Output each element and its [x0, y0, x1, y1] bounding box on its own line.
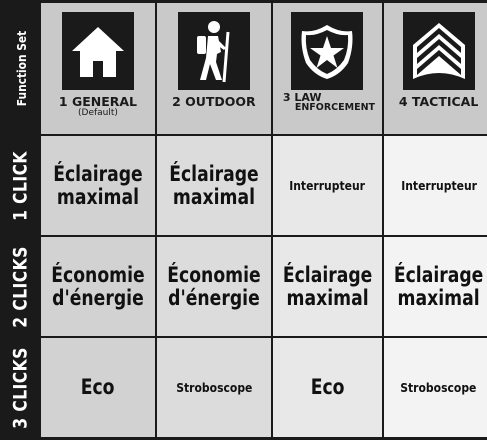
three-clicks-tactical-cell	[384, 338, 487, 437]
police-badge-icon	[291, 12, 363, 90]
one-click-law-cell	[273, 136, 382, 235]
one-click-general-cell	[41, 136, 155, 235]
three-clicks-label: 3 CLICKS	[10, 346, 32, 429]
cell-text: Interrupteur	[289, 178, 366, 193]
two-clicks-general-cell	[41, 237, 155, 336]
mode-general-default-note: (Default)	[78, 108, 118, 118]
cell-text: Éclairage maximal	[282, 262, 373, 310]
three-clicks-general-cell	[41, 338, 155, 437]
hiker-icon	[178, 12, 250, 90]
mode-tactical-label: 4 TACTICAL	[398, 94, 479, 109]
one-click-label: 1 CLICK	[10, 150, 32, 221]
two-clicks-label: 2 CLICKS	[10, 245, 32, 328]
three-clicks-outdoor-cell	[157, 338, 271, 437]
mode-law-title-line2: ENFORCEMENT	[294, 102, 375, 113]
cell-text: Stroboscope	[175, 380, 252, 395]
cell-text: Économie d'énergie	[167, 262, 261, 310]
one-click-outdoor-cell	[157, 136, 271, 235]
mode-outdoor-header	[157, 3, 271, 134]
cell-text: Stroboscope	[400, 380, 477, 395]
mode-tactical-header	[384, 3, 487, 134]
cell-text: Éclairage maximal	[169, 161, 259, 209]
two-clicks-outdoor-cell	[157, 237, 271, 336]
chevron-rank-icon	[403, 12, 475, 90]
mode-law-label	[273, 93, 382, 113]
two-clicks-law-cell	[273, 237, 382, 336]
two-clicks-header	[3, 237, 39, 336]
one-click-header	[3, 136, 39, 235]
mode-general-title: 1 GENERAL	[58, 94, 138, 109]
house-icon	[62, 12, 134, 90]
cell-text: Eco	[81, 375, 115, 399]
cell-text: Éclairage maximal	[53, 161, 143, 209]
one-click-tactical-cell	[384, 136, 487, 235]
cell-text: Éclairage maximal	[393, 262, 484, 310]
function-set-label: Function Set	[13, 30, 29, 107]
cell-text: Économie d'énergie	[51, 262, 145, 310]
three-clicks-law-cell	[273, 338, 382, 437]
mode-general-label	[41, 96, 155, 118]
cell-text: Interrupteur	[400, 178, 477, 193]
mode-general-header	[41, 3, 155, 134]
mode-law-title-line1: 3 LAW	[282, 91, 322, 104]
three-clicks-header	[3, 338, 39, 437]
cell-text: Eco	[310, 375, 345, 399]
function-set-header	[3, 3, 39, 134]
two-clicks-tactical-cell	[384, 237, 487, 336]
mode-law-header	[273, 3, 382, 134]
mode-outdoor-label: 2 OUTDOOR	[172, 94, 256, 109]
